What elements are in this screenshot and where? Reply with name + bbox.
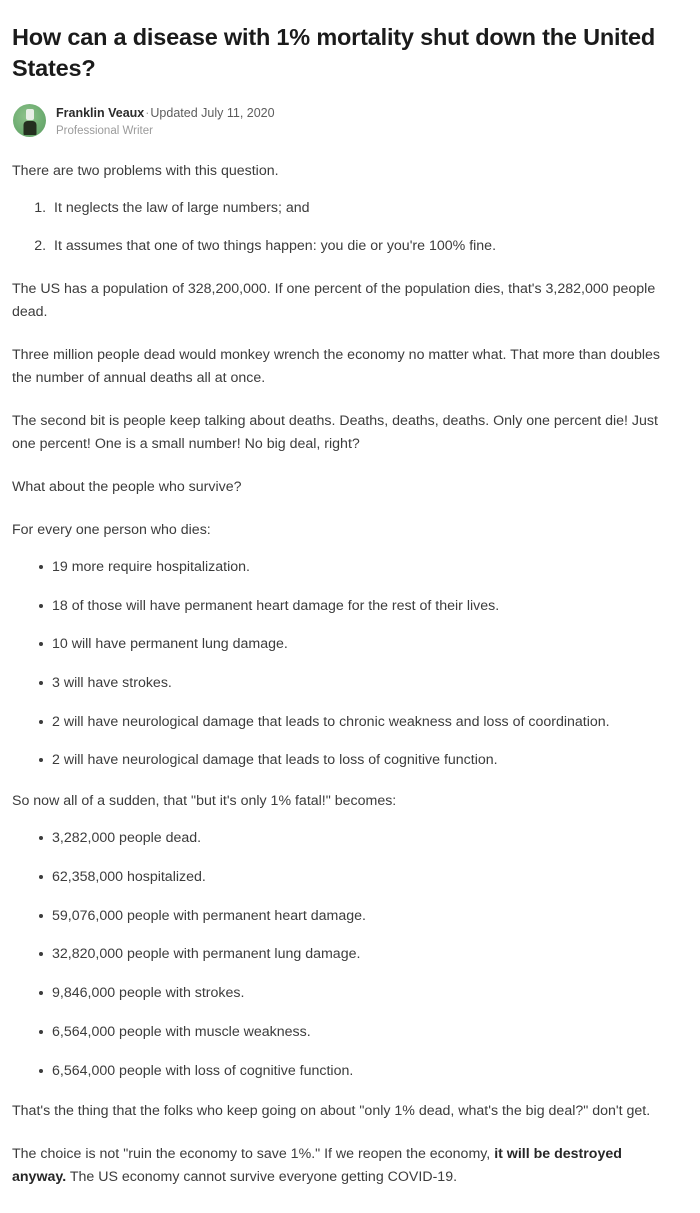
intro-paragraph: There are two problems with this question.	[12, 162, 279, 179]
list-item: 2. It assumes that one of two things happen: you die or you're 100% fine.	[50, 235, 682, 258]
choice-paragraph	[12, 1143, 682, 1189]
list-item: 1. It neglects the law of large numbers; and	[50, 197, 682, 220]
choice-suffix-text: The US economy cannot survive everyone getting COVID-19.	[66, 1169, 458, 1186]
folks-dont-get-paragraph: That's the thing that the folks who keep going on about "only 1% dead, what's the big deal?" don't get.	[12, 1103, 651, 1120]
list-item: 18 of those will have permanent heart damage for the rest of their lives.	[52, 595, 682, 618]
avatar-figure-head	[26, 109, 34, 120]
author-byline[interactable]	[12, 103, 682, 140]
population-paragraph: The US has a population of 328,200,000. If one percent of the population dies, that's 3,282,000 people dead.	[12, 280, 656, 320]
list-item: 62,358,000 hospitalized.	[52, 866, 682, 889]
national-totals-list	[12, 827, 682, 1082]
byline-separator: ·	[145, 105, 150, 120]
updated-date: Updated July 11, 2020	[150, 105, 275, 120]
list-item: 32,820,000 people with permanent lung damage.	[52, 943, 682, 966]
list-item: 3,282,000 people dead.	[52, 827, 682, 850]
avatar[interactable]	[13, 104, 46, 137]
list-item: 19 more require hospitalization.	[52, 556, 682, 579]
list-item: 6,564,000 people with loss of cognitive function.	[52, 1060, 682, 1083]
list-item: 2 will have neurological damage that leads to loss of cognitive function.	[52, 749, 682, 772]
byline-primary-line	[56, 104, 275, 122]
list-item: 2 will have neurological damage that leads to chronic weakness and loss of coordination.	[52, 711, 682, 734]
list-item: 9,846,000 people with strokes.	[52, 982, 682, 1005]
author-name[interactable]: Franklin Veaux	[56, 105, 145, 120]
numbered-problems-list	[12, 197, 682, 258]
choice-prefix-text: The choice is not "ruin the economy to save 1%." If we reopen the economy,	[12, 1146, 495, 1163]
list-item: 59,076,000 people with permanent heart damage.	[52, 905, 682, 928]
choice-bold-text: it will be destroyed anyway.	[12, 1146, 622, 1186]
list-item: 3 will have strokes.	[52, 672, 682, 695]
byline-text	[56, 103, 275, 140]
economy-paragraph: Three million people dead would monkey wrench the economy no matter what. That more than doubles the number of annual deaths all at once.	[12, 346, 660, 386]
author-credential: Professional Writer	[56, 124, 153, 137]
page-title: How can a disease with 1% mortality shut down the United States?	[12, 24, 655, 82]
list-item: 6,564,000 people with muscle weakness.	[52, 1021, 682, 1044]
second-bit-paragraph: The second bit is people keep talking about deaths. Deaths, deaths, deaths. Only one percent die! Just one percent! One is a small number! No big deal, right?	[12, 412, 658, 452]
list-item: 10 will have permanent lung damage.	[52, 633, 682, 656]
survivors-question-paragraph: What about the people who survive?	[12, 478, 242, 495]
avatar-figure-body	[23, 121, 36, 135]
per-person-lead-paragraph: For every one person who dies:	[12, 521, 211, 538]
per-person-outcomes-list	[12, 556, 682, 772]
so-now-lead-paragraph: So now all of a sudden, that "but it's only 1% fatal!" becomes:	[12, 793, 397, 810]
